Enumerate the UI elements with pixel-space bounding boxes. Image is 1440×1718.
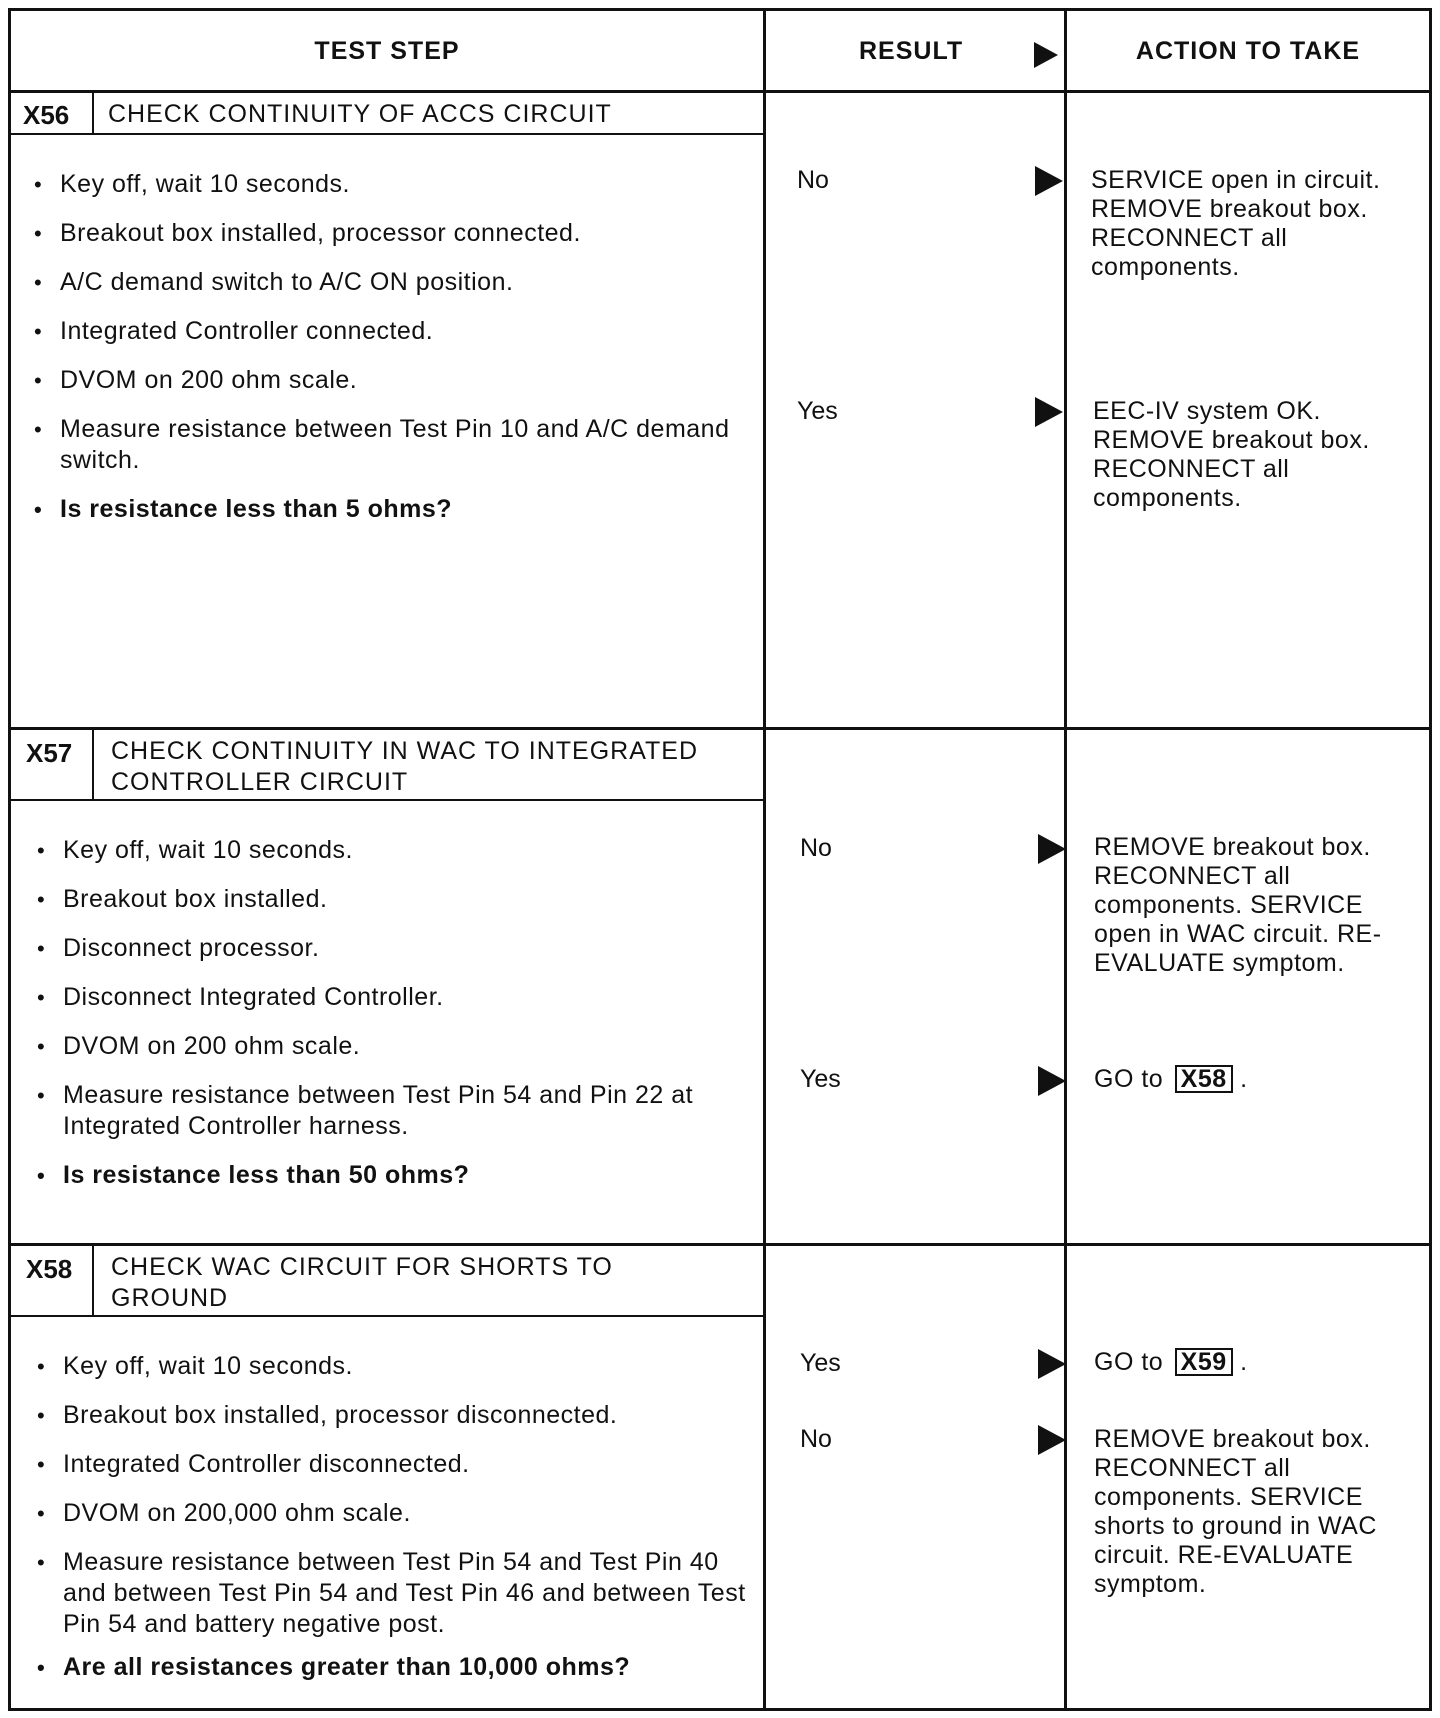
table-border-right <box>1429 8 1432 1711</box>
step-question: • Is resistance less than 50 ohms? <box>33 1160 753 1191</box>
result-label: No <box>797 166 829 194</box>
row-divider-2 <box>8 1243 1432 1246</box>
step-id: X56 <box>23 100 70 130</box>
action-goto <box>1094 1348 1404 1377</box>
instruction-item: • Measure resistance between Test Pin 54 and Pin 22 at Integrated Controller harness. <box>33 1080 743 1142</box>
row-divider-1 <box>8 727 1432 730</box>
instruction-item: • A/C demand switch to A/C ON position. <box>30 267 750 298</box>
instruction-item: • DVOM on 200 ohm scale. <box>33 1031 753 1062</box>
instruction-item: • Breakout box installed, processor connected. <box>30 218 750 249</box>
step-id: X57 <box>26 738 73 768</box>
step-question: • Are all resistances greater than 10,000 ohms? <box>33 1652 753 1683</box>
step-title: CHECK CONTINUITY IN WAC TO INTEGRATED CONTROLLER CIRCUIT <box>111 737 699 796</box>
table-border-bottom <box>8 1708 1432 1711</box>
goto-text: GO to <box>1094 1065 1164 1093</box>
header-action: ACTION TO TAKE <box>1135 36 1361 65</box>
step-id-divider <box>92 729 94 800</box>
action-text: REMOVE breakout box. RECONNECT all components. SERVICE open in WAC circuit. RE-EVALUATE symptom. <box>1094 833 1382 977</box>
action-goto <box>1094 1065 1404 1094</box>
goto-suffix: . <box>1240 1065 1248 1093</box>
result-label: Yes <box>800 1065 841 1093</box>
instruction-item: • DVOM on 200 ohm scale. <box>30 365 750 396</box>
step-instructions <box>33 1351 753 1683</box>
result-arrow-icon <box>1038 1349 1066 1379</box>
instruction-item: • Key off, wait 10 seconds. <box>33 835 753 866</box>
instruction-item: • Integrated Controller disconnected. <box>33 1449 753 1480</box>
step-title: CHECK CONTINUITY OF ACCS CIRCUIT <box>108 100 612 128</box>
action-text: EEC-IV system OK. REMOVE breakout box. RECONNECT all components. <box>1093 397 1370 512</box>
step-reference-link[interactable]: X58 <box>1175 1065 1233 1093</box>
step-question: • Is resistance less than 5 ohms? <box>30 494 750 525</box>
instruction-item: • Key off, wait 10 seconds. <box>30 169 750 200</box>
goto-text: GO to <box>1094 1348 1164 1376</box>
header-result: RESULT <box>859 36 964 65</box>
result-arrow-icon <box>1035 166 1063 196</box>
result-arrow-icon <box>1038 834 1066 864</box>
instruction-item: • Integrated Controller connected. <box>30 316 750 347</box>
result-arrow-icon <box>1038 1066 1066 1096</box>
result-arrow-icon <box>1035 397 1063 427</box>
step-instructions <box>30 169 750 525</box>
result-label: Yes <box>797 397 838 425</box>
step-title: CHECK WAC CIRCUIT FOR SHORTS TO GROUND <box>111 1253 613 1312</box>
result-label: No <box>800 1425 832 1453</box>
step-title-box-bottom <box>8 799 765 801</box>
header-test-step: TEST STEP <box>314 36 460 65</box>
instruction-item: • Disconnect processor. <box>33 933 753 964</box>
instruction-item: • DVOM on 200,000 ohm scale. <box>33 1498 753 1529</box>
instruction-item: • Disconnect Integrated Controller. <box>33 982 753 1013</box>
goto-suffix: . <box>1240 1348 1248 1376</box>
instruction-item: • Breakout box installed, processor disconnected. <box>33 1400 753 1431</box>
step-reference-link[interactable]: X59 <box>1175 1348 1233 1376</box>
step-id: X58 <box>26 1254 73 1284</box>
action-text: SERVICE open in circuit. REMOVE breakout box. RECONNECT all components. <box>1091 166 1381 281</box>
header-arrow-icon <box>1034 42 1058 68</box>
instruction-item: • Measure resistance between Test Pin 10 and A/C demand switch. <box>30 414 750 476</box>
instruction-item: • Key off, wait 10 seconds. <box>33 1351 753 1382</box>
instruction-item: • Breakout box installed. <box>33 884 753 915</box>
result-label: Yes <box>800 1349 841 1377</box>
instruction-item: • Measure resistance between Test Pin 54 and Test Pin 40 and between Test Pin 54 and Test Pin 46 and between Test Pin 54 and battery negative post. <box>33 1547 753 1640</box>
table-border-left <box>8 8 11 1711</box>
action-text: REMOVE breakout box. RECONNECT all components. SERVICE shorts to ground in WAC circuit. RE-EVALUATE symptom. <box>1094 1425 1377 1598</box>
step-title-box-bottom <box>8 133 765 135</box>
step-id-divider <box>92 1245 94 1316</box>
step-title-box-bottom <box>8 1315 765 1317</box>
step-instructions <box>33 835 753 1191</box>
step-id-divider <box>92 91 94 134</box>
result-arrow-icon <box>1038 1425 1066 1455</box>
column-divider-result <box>763 8 766 1711</box>
result-label: No <box>800 834 832 862</box>
